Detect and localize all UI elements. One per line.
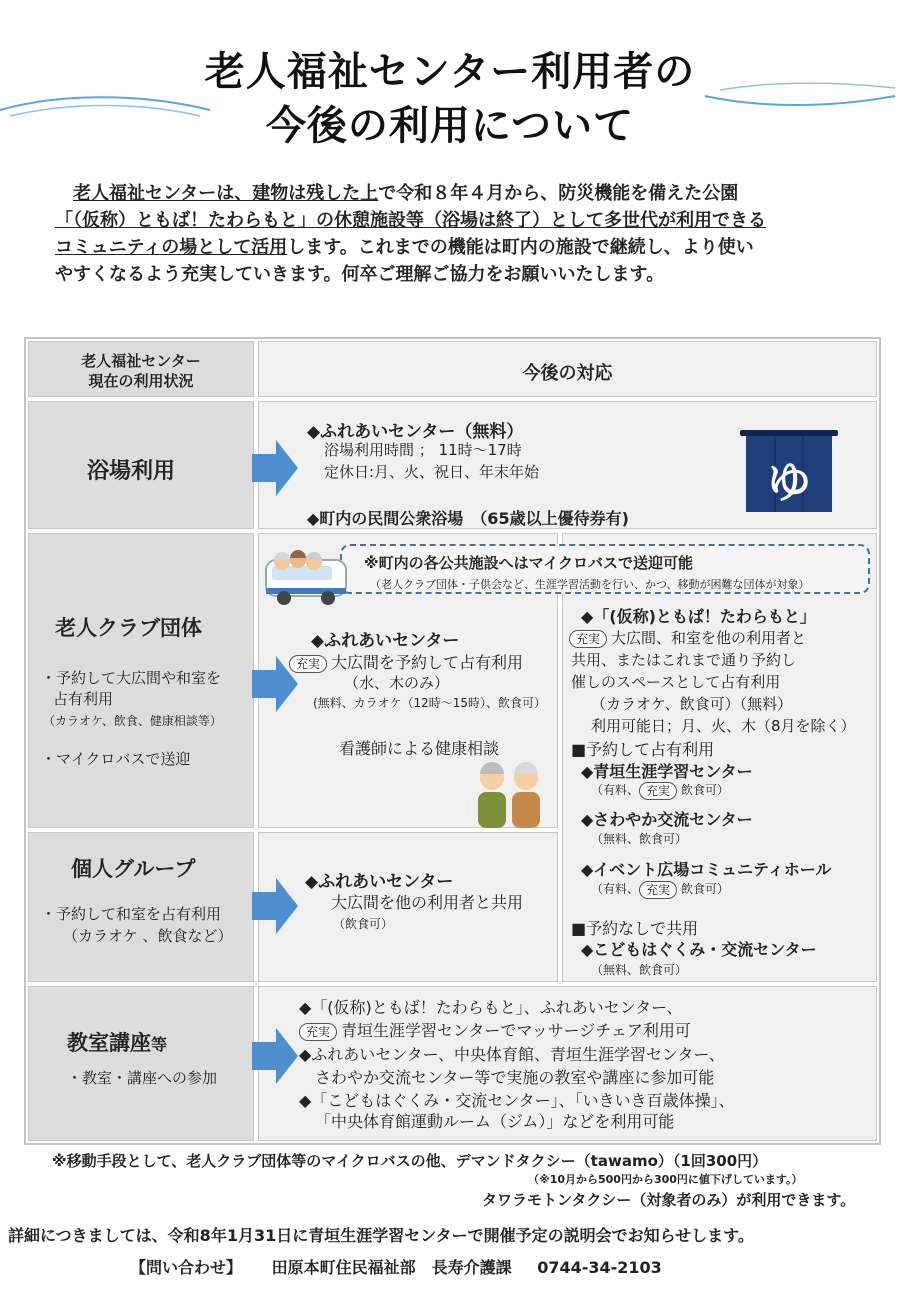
enhanced-badge: 充実 (299, 1023, 337, 1041)
enhanced-badge: 充実 (289, 655, 327, 673)
footer-transport-note: ※移動手段として、老人クラブ団体等のマイクロバスの他、デマンドタクシー（tawamo）（1回300円） (52, 1152, 768, 1170)
row-group-label: 個人グループ ・予約して和室を占有利用 （カラオケ 、飲食など） (28, 832, 254, 982)
bath-noren-icon: ゆ (740, 428, 838, 514)
row-classes-content: ◆「(仮称)ともば！たわらもと」、ふれあいセンター、 充実 青垣生涯学習センターでマッサージチェア利用可 ◆ふれあいセンター、中央体育館、青垣生涯学習センター、 さわやか交流センター等で実施の教室や講座に参加可能 ◆「こどもはぐくみ・交流センター」、「いきいき百歳体操」、 「中央体育館運動ルーム（ジム）」などを利用可能 (258, 986, 877, 1141)
page-title-line1: 老人福祉センター利用者の (204, 49, 696, 95)
footer-contact (130, 1255, 662, 1278)
row-club-label: 老人クラブ団体 ・予約して大広間や和室を 占有利用 （カラオケ、飲食、健康相談等） ・マイクロバスで送迎 (28, 533, 254, 828)
header-future-response: 今後の対応 (258, 341, 877, 397)
arrow-right-icon (252, 876, 298, 936)
row-bath-label: 浴場利用 (28, 401, 254, 529)
arrow-right-icon (252, 438, 298, 498)
enhanced-badge: 充実 (569, 630, 607, 648)
header-current-status: 老人福祉センター 現在の利用状況 (28, 341, 254, 397)
microbus-icon (262, 546, 352, 608)
row-bath-content: ◆ふれあいセンター（無料） 浴場利用時間 ； 11時～17時 定休日:月、火、祝日、年末年始 ◆町内の民間公衆浴場 （65歳以上優待券有) (258, 401, 877, 529)
row-classes-label: 教室講座等 ・教室・講座への参加 (28, 986, 254, 1141)
elderly-couple-icon (470, 760, 550, 828)
row-club-content: ◆ふれあいセンター 充実 大広間を予約して占有利用 （水、木のみ） (無料、カラオケ（12時～15時）、飲食可） 看護師による健康相談 (258, 533, 558, 828)
footer-briefing-note: 詳細につきましては、令和8年1月31日に青垣生涯学習センターで開催予定の説明会でお知らせします。 (8, 1226, 754, 1245)
page-title-line2: 今後の利用について (265, 103, 635, 149)
enhanced-badge: 充実 (639, 881, 677, 899)
arrow-right-icon (252, 654, 298, 714)
contact-label: 【問い合わせ】 (130, 1258, 243, 1277)
footer-taxi-note: タワラモトンタクシー（対象者のみ）が利用できます。 (482, 1191, 856, 1209)
row-group-content: ◆ふれあいセンター 大広間を他の利用者と共用 （飲食可） (258, 832, 558, 982)
footer-price-note: （※10月から500円から300円に値下げしています。） (528, 1173, 803, 1186)
contact-phone[interactable]: 0744-34-2103 (537, 1258, 662, 1277)
contact-department: 田原本町住民福祉部 長寿介護課 (271, 1258, 512, 1277)
arrow-right-icon (252, 1026, 298, 1086)
microbus-notice: ※町内の各公共施設へはマイクロバスで送迎可能 （老人クラブ団体・子供会など、生涯学習活動を行い、かつ、移動が困難な団体が対象） (340, 544, 870, 594)
enhanced-badge: 充実 (639, 782, 677, 800)
shared-facilities-content: ◆「(仮称)ともば！たわらもと」 充実 大広間、和室を他の利用者と 共用、またはこれまで通り予約し 催しのスペースとして占有利用 （カラオケ、飲食可）（無料） 利用可能日；月、火、木（8月を除く） ■予約して占有利用 ◆青垣生涯学習センター （有料、 充実 飲食可） ◆さわやか交流センター （無料、飲食可） ◆イベント広場コミュニティホール （有料、 充実 飲食可） ■予約なしで共用 ◆こどもはぐくみ・交流センター （無料、飲食可） (562, 533, 877, 982)
intro-paragraph: 老人福祉センターは、建物は残した上で令和８年４月から、防災機能を備えた公園 「（仮称）ともば！たわらもと」の休憩施設等（浴場は終了）として多世代が利用できる コミュニティの場として活用します。これまでの機能は町内の施設で継続し、より使い やすくなるよう充実していきます。何卒ご理解ご協力をお願いいたします。 (55, 183, 766, 285)
